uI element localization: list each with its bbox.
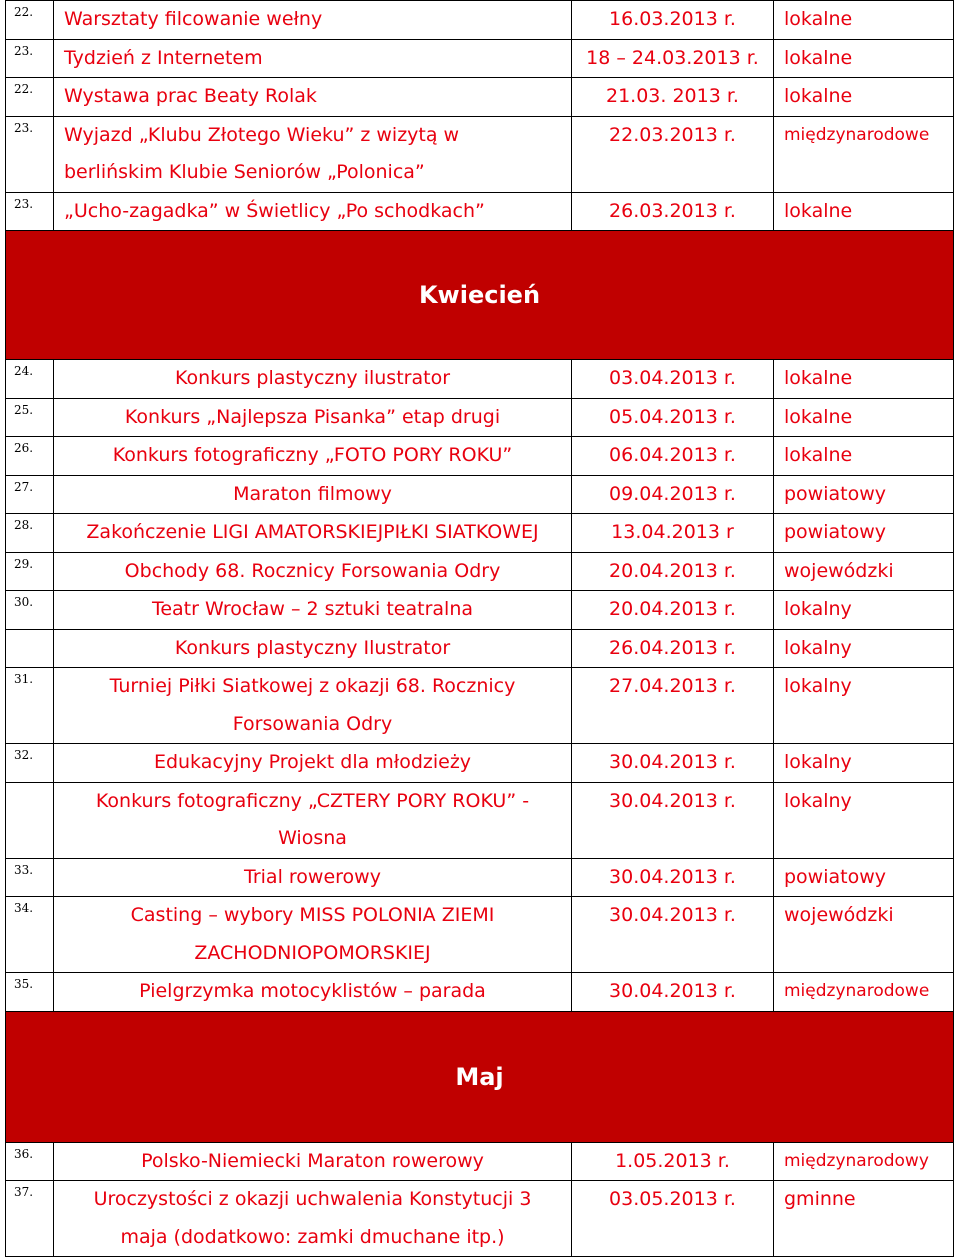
event-date: 21.03. 2013 r. <box>572 78 774 117</box>
event-scope: powiatowy <box>774 475 954 514</box>
row-number: 23. <box>6 39 54 78</box>
event-name: Teatr Wrocław – 2 sztuki teatralna <box>54 591 572 630</box>
event-date: 16.03.2013 r. <box>572 1 774 40</box>
event-scope: powiatowy <box>774 514 954 553</box>
event-scope: lokalny <box>774 591 954 630</box>
event-date: 13.04.2013 r <box>572 514 774 553</box>
table-row <box>6 973 954 1012</box>
table-row <box>6 1181 954 1257</box>
row-number <box>6 782 54 858</box>
row-number: 25. <box>6 398 54 437</box>
event-name: Konkurs plastyczny Ilustrator <box>54 629 572 668</box>
event-date: 26.03.2013 r. <box>572 192 774 231</box>
event-date: 18 – 24.03.2013 r. <box>572 39 774 78</box>
event-date: 09.04.2013 r. <box>572 475 774 514</box>
event-date: 22.03.2013 r. <box>572 116 774 192</box>
row-number: 23. <box>6 192 54 231</box>
event-name: Konkurs fotograficzny „FOTO PORY ROKU” <box>54 437 572 476</box>
event-date: 30.04.2013 r. <box>572 897 774 973</box>
event-date: 30.04.2013 r. <box>572 782 774 858</box>
event-name: Tydzień z Internetem <box>54 39 572 78</box>
row-number: 34. <box>6 897 54 973</box>
event-name: Maraton filmowy <box>54 475 572 514</box>
month-header-row <box>6 1011 954 1142</box>
table-row <box>6 39 954 78</box>
event-name: Warsztaty filcowanie wełny <box>54 1 572 40</box>
table-row <box>6 668 954 744</box>
row-number: 36. <box>6 1142 54 1181</box>
event-date: 1.05.2013 r. <box>572 1142 774 1181</box>
event-scope: lokalne <box>774 192 954 231</box>
row-number: 22. <box>6 78 54 117</box>
row-number: 33. <box>6 858 54 897</box>
row-number: 22. <box>6 1 54 40</box>
table-row <box>6 897 954 973</box>
event-scope: międzynarodowe <box>774 116 954 192</box>
event-name: Wystawa prac Beaty Rolak <box>54 78 572 117</box>
event-scope: gminne <box>774 1181 954 1257</box>
event-name: Konkurs „Najlepsza Pisanka” etap drugi <box>54 398 572 437</box>
event-date: 30.04.2013 r. <box>572 744 774 783</box>
event-scope: międzynarodowy <box>774 1142 954 1181</box>
event-name: Polsko-Niemiecki Maraton rowerowy <box>54 1142 572 1181</box>
table-row <box>6 437 954 476</box>
event-name: Turniej Piłki Siatkowej z okazji 68. Rocznicy Forsowania Odry <box>54 668 572 744</box>
event-scope: lokalny <box>774 782 954 858</box>
row-number: 24. <box>6 360 54 399</box>
event-scope: lokalne <box>774 360 954 399</box>
event-scope: wojewódzki <box>774 897 954 973</box>
table-row <box>6 858 954 897</box>
row-number: 23. <box>6 116 54 192</box>
table-row <box>6 1 954 40</box>
event-scope: międzynarodowe <box>774 973 954 1012</box>
row-number: 31. <box>6 668 54 744</box>
event-name: Trial rowerowy <box>54 858 572 897</box>
event-date: 05.04.2013 r. <box>572 398 774 437</box>
month-title: Kwiecień <box>6 231 954 360</box>
table-row <box>6 591 954 630</box>
event-scope: lokalne <box>774 1 954 40</box>
table-row <box>6 398 954 437</box>
row-number: 29. <box>6 552 54 591</box>
event-date: 03.05.2013 r. <box>572 1181 774 1257</box>
event-name: Konkurs fotograficzny „CZTERY PORY ROKU” - Wiosna <box>54 782 572 858</box>
event-scope: lokalne <box>774 78 954 117</box>
table-row <box>6 116 954 192</box>
event-date: 27.04.2013 r. <box>572 668 774 744</box>
events-table <box>5 0 954 1257</box>
table-row <box>6 782 954 858</box>
event-date: 20.04.2013 r. <box>572 591 774 630</box>
event-name: Konkurs plastyczny ilustrator <box>54 360 572 399</box>
row-number: 28. <box>6 514 54 553</box>
event-scope: lokalne <box>774 39 954 78</box>
row-number: 30. <box>6 591 54 630</box>
event-name: Uroczystości z okazji uchwalenia Konstytucji 3 maja (dodatkowo: zamki dmuchane itp.) <box>54 1181 572 1257</box>
table-row <box>6 744 954 783</box>
event-date: 30.04.2013 r. <box>572 973 774 1012</box>
table-row <box>6 192 954 231</box>
event-date: 03.04.2013 r. <box>572 360 774 399</box>
row-number <box>6 629 54 668</box>
month-header-row <box>6 231 954 360</box>
event-scope: wojewódzki <box>774 552 954 591</box>
event-scope: lokalny <box>774 629 954 668</box>
table-row <box>6 360 954 399</box>
event-scope: lokalny <box>774 744 954 783</box>
row-number: 32. <box>6 744 54 783</box>
event-scope: lokalne <box>774 398 954 437</box>
event-name: „Ucho-zagadka” w Świetlicy „Po schodkach” <box>54 192 572 231</box>
event-date: 26.04.2013 r. <box>572 629 774 668</box>
table-row <box>6 629 954 668</box>
event-name: Obchody 68. Rocznicy Forsowania Odry <box>54 552 572 591</box>
event-name: Casting – wybory MISS POLONIA ZIEMI ZACHODNIOPOMORSKIEJ <box>54 897 572 973</box>
row-number: 27. <box>6 475 54 514</box>
event-name: Zakończenie LIGI AMATORSKIEJPIŁKI SIATKOWEJ <box>54 514 572 553</box>
event-scope: powiatowy <box>774 858 954 897</box>
month-title: Maj <box>6 1011 954 1142</box>
row-number: 35. <box>6 973 54 1012</box>
event-name: Wyjazd „Klubu Złotego Wieku” z wizytą w berlińskim Klubie Seniorów „Polonica” <box>54 116 572 192</box>
event-name: Edukacyjny Projekt dla młodzieży <box>54 744 572 783</box>
event-scope: lokalny <box>774 668 954 744</box>
event-scope: lokalne <box>774 437 954 476</box>
table-row <box>6 1142 954 1181</box>
event-date: 20.04.2013 r. <box>572 552 774 591</box>
event-date: 06.04.2013 r. <box>572 437 774 476</box>
row-number: 26. <box>6 437 54 476</box>
event-date: 30.04.2013 r. <box>572 858 774 897</box>
event-name: Pielgrzymka motocyklistów – parada <box>54 973 572 1012</box>
table-row <box>6 78 954 117</box>
table-row <box>6 514 954 553</box>
table-row <box>6 552 954 591</box>
row-number: 37. <box>6 1181 54 1257</box>
table-row <box>6 475 954 514</box>
